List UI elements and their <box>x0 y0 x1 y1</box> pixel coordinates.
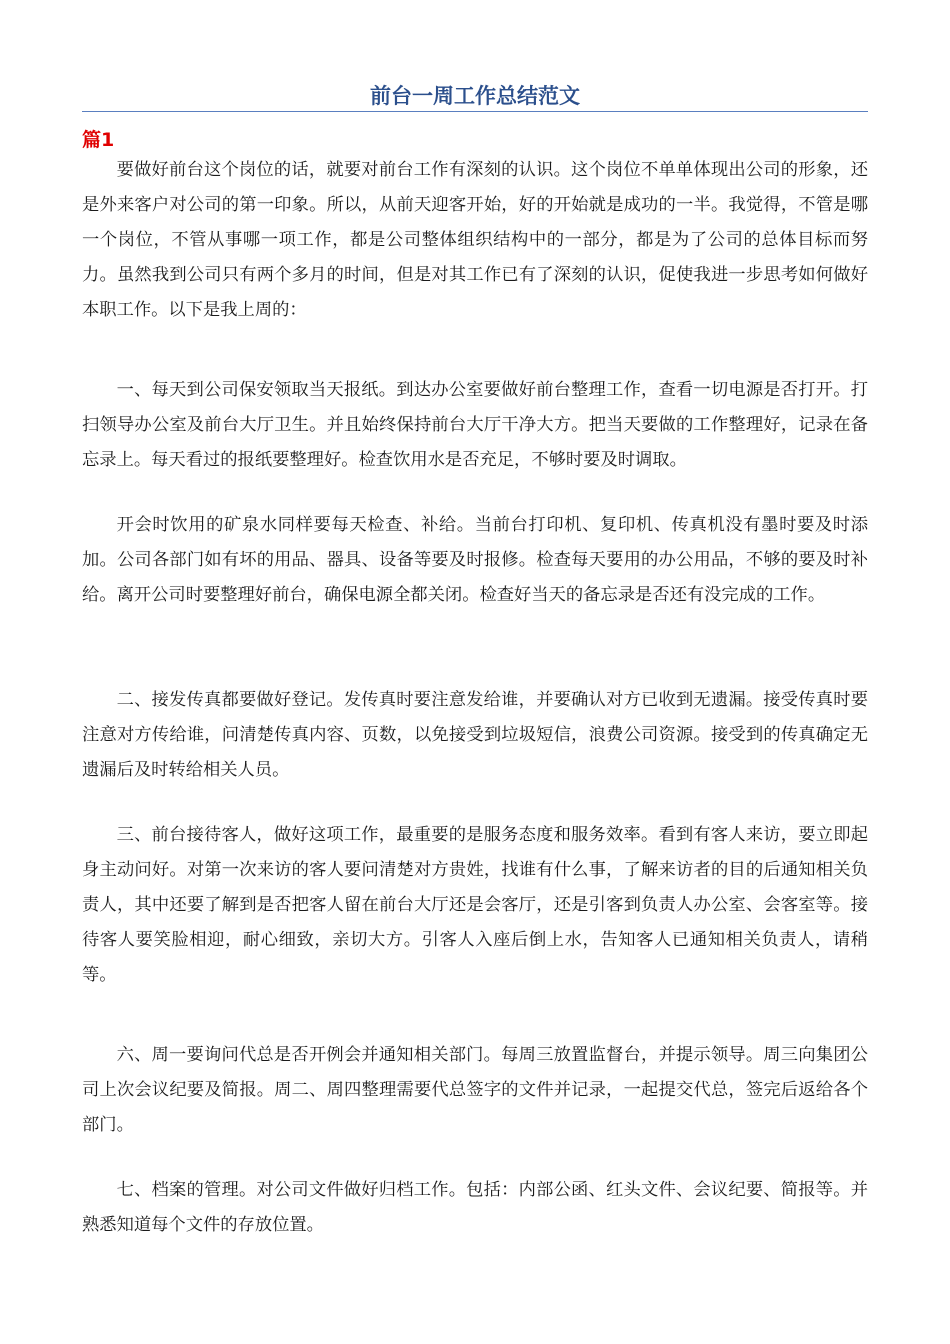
title-underline-divider <box>82 111 868 112</box>
paragraph-item-7: 七、档案的管理。对公司文件做好归档工作。包括：内部公函、红头文件、会议纪要、简报等。并熟悉知道每个文件的存放位置。 <box>82 1180 868 1235</box>
paragraph-item-3: 三、前台接待客人，做好这项工作，最重要的是服务态度和服务效率。看到有客人来访，要立即起身主动问好。对第一次来访的客人要问清楚对方贵姓，找谁有什么事，了解来访者的目的后通知相关负责人，其中还要了解到是否把客人留在前台大厅还是会客厅，还是引客到负责人办公室、会客室等。接待客人要笑脸相迎，耐心细致，亲切大方。引客人入座后倒上水，告知客人已通知相关负责人，请稍等。 <box>82 825 868 985</box>
paragraph-intro: 要做好前台这个岗位的话，就要对前台工作有深刻的认识。这个岗位不单单体现出公司的形象，还是外来客户对公司的第一印象。所以，从前天迎客开始，好的开始就是成功的一半。我觉得，不管是哪一个岗位，不管从事哪一项工作，都是公司整体组织结构中的一部分，都是为了公司的总体目标而努力。虽然我到公司只有两个多月的时间，但是对其工作已有了深刻的认识，促使我进一步思考如何做好本职工作。以下是我上周的： <box>82 160 868 320</box>
document-title: 前台一周工作总结范文 <box>370 83 580 108</box>
paragraph-item-1: 一、每天到公司保安领取当天报纸。到达办公室要做好前台整理工作，查看一切电源是否打开。打扫领导办公室及前台大厅卫生。并且始终保持前台大厅干净大方。把当天要做的工作整理好，记录在备忘录上。每天看过的报纸要整理好。检查饮用水是否充足，不够时要及时调取。 <box>82 380 868 470</box>
section-label: 篇1 <box>82 129 115 151</box>
paragraph-item-1-continued: 开会时饮用的矿泉水同样要每天检查、补给。当前台打印机、复印机、传真机没有墨时要及时添加。公司各部门如有坏的用品、器具、设备等要及时报修。检查每天要用的办公用品，不够的要及时补给。离开公司时要整理好前台，确保电源全都关闭。检查好当天的备忘录是否还有没完成的工作。 <box>82 515 868 605</box>
paragraph-item-6: 六、周一要询问代总是否开例会并通知相关部门。每周三放置监督台，并提示领导。周三向集团公司上次会议纪要及简报。周二、周四整理需要代总签字的文件并记录，一起提交代总，签完后返给各个部门。 <box>82 1045 868 1135</box>
paragraph-item-2: 二、接发传真都要做好登记。发传真时要注意发给谁，并要确认对方已收到无遗漏。接受传真时要注意对方传给谁，问清楚传真内容、页数，以免接受到垃圾短信，浪费公司资源。接受到的传真确定无遗漏后及时转给相关人员。 <box>82 690 868 780</box>
